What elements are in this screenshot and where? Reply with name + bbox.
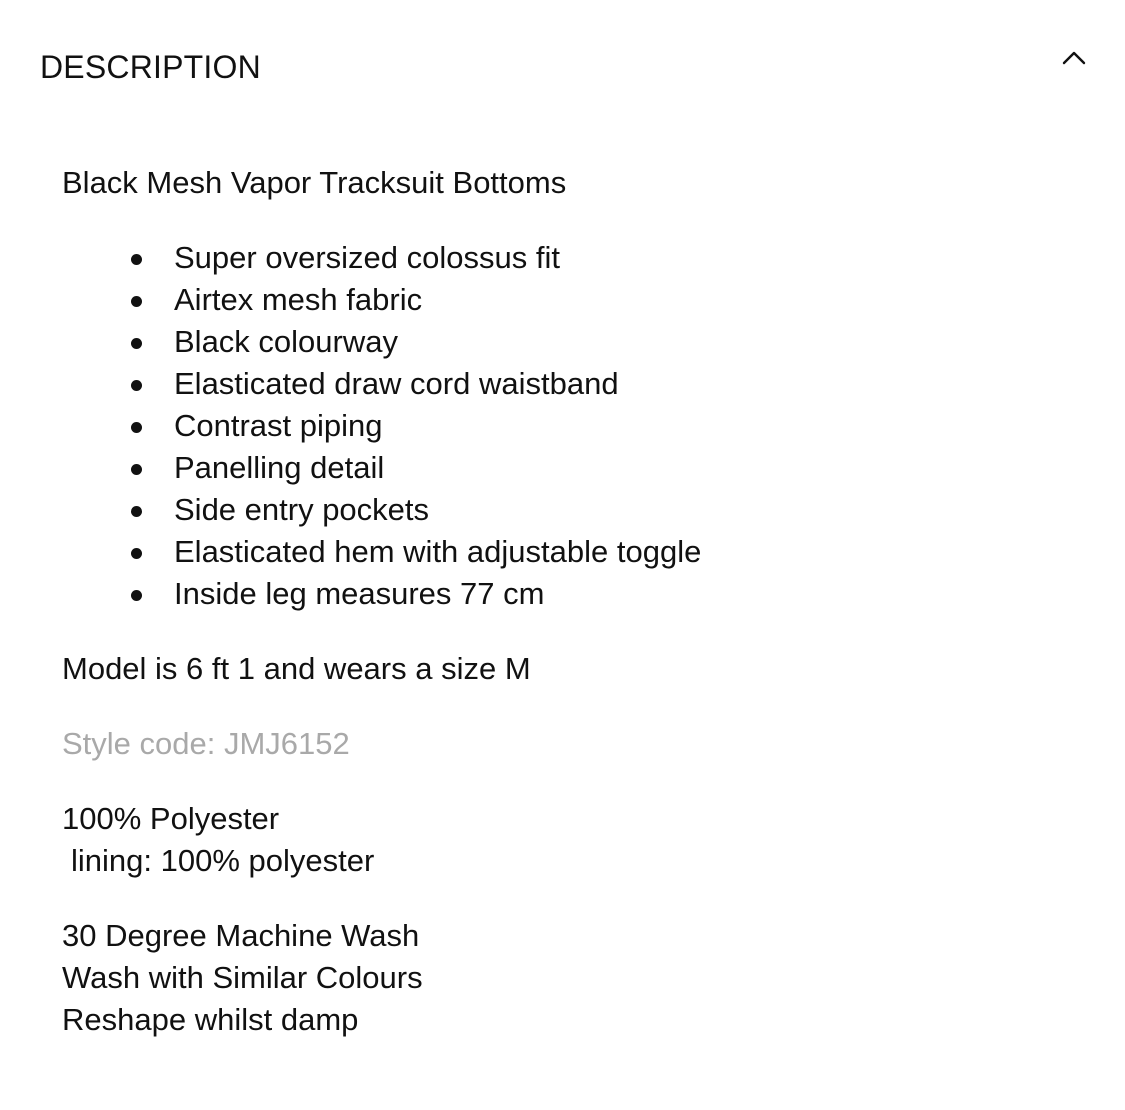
feature-item: Contrast piping — [174, 405, 1082, 447]
composition-line: 100% Polyester — [62, 801, 280, 836]
feature-item: Elasticated draw cord waistband — [174, 363, 1082, 405]
product-name: Black Mesh Vapor Tracksuit Bottoms — [62, 165, 567, 200]
feature-item: Airtex mesh fabric — [174, 279, 1082, 321]
feature-item: Black colourway — [174, 321, 1082, 363]
accordion-title: DESCRIPTION — [40, 49, 261, 85]
description-content — [62, 162, 1082, 1041]
care-line: Wash with Similar Colours — [62, 960, 423, 995]
feature-item: Inside leg measures 77 cm — [174, 573, 1082, 615]
feature-item: Panelling detail — [174, 447, 1082, 489]
care-line: 30 Degree Machine Wash — [62, 918, 420, 953]
description-accordion-header[interactable] — [0, 0, 1125, 130]
model-info: Model is 6 ft 1 and wears a size M — [62, 651, 531, 686]
composition — [62, 798, 1082, 882]
feature-item: Elasticated hem with adjustable toggle — [174, 531, 1082, 573]
feature-item: Super oversized colossus fit — [174, 237, 1082, 279]
chevron-up-icon[interactable] — [1060, 48, 1088, 68]
care-instructions — [62, 915, 1082, 1041]
composition-line: lining: 100% polyester — [71, 843, 375, 878]
style-code: Style code: JMJ6152 — [62, 726, 350, 761]
feature-item: Side entry pockets — [174, 489, 1082, 531]
feature-list — [62, 237, 1082, 615]
care-line: Reshape whilst damp — [62, 1002, 359, 1037]
